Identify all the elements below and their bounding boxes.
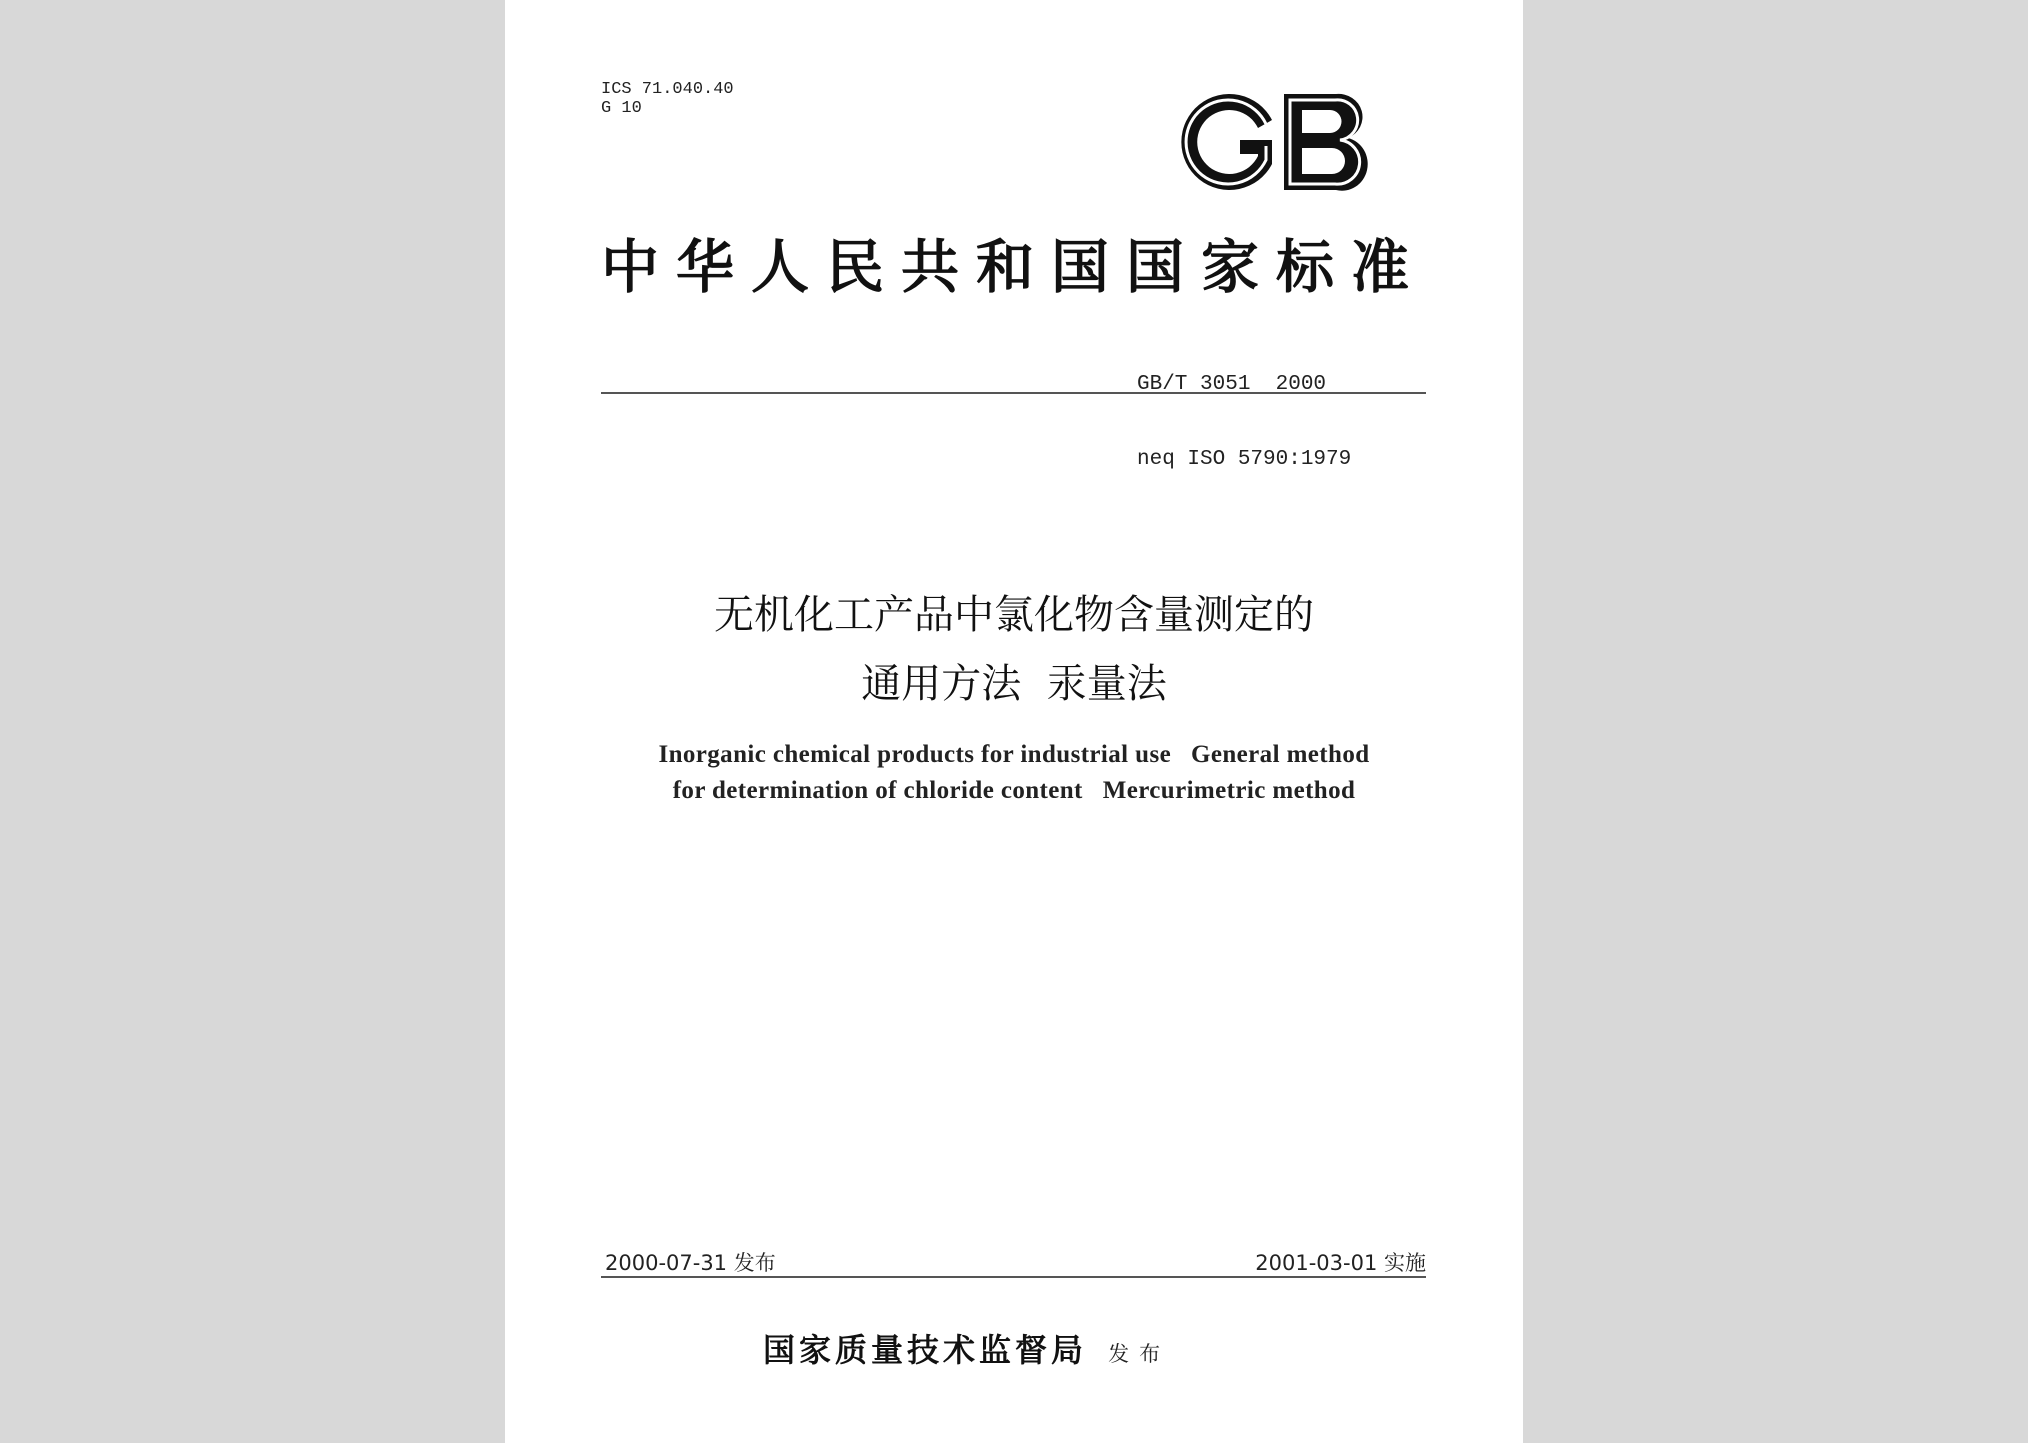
standard-number-block xyxy=(1137,322,1351,522)
ics-code: ICS 71.040.40 xyxy=(601,80,734,99)
english-title-line-1: Inorganic chemical products for industrial use General method xyxy=(658,741,1370,768)
footer-divider xyxy=(601,1276,1426,1278)
document-page xyxy=(505,0,1523,1443)
issuing-authority: 国家质量技术监督局 xyxy=(763,1331,1088,1369)
class-code: G 10 xyxy=(601,99,642,118)
english-title-line-2: for determination of chloride content Mercurimetric method xyxy=(672,777,1356,804)
header-divider xyxy=(601,392,1426,394)
effective-date: 2001-03-01 实施 xyxy=(1255,1251,1426,1275)
chinese-title-line-2: 通用方法 汞量法 xyxy=(861,661,1167,707)
classification-codes xyxy=(601,80,734,118)
issuer-line xyxy=(763,1325,1170,1371)
gb-logo xyxy=(1180,90,1370,194)
chinese-title-line-1: 无机化工产品中氯化物含量测定的 xyxy=(714,592,1314,638)
issue-action: 发布 xyxy=(1108,1342,1171,1366)
issue-date: 2000-07-31 发布 xyxy=(605,1251,776,1275)
standard-number: GB/T 3051 2000 xyxy=(1137,373,1327,396)
national-standard-title: 中华人民共和国国家标准 xyxy=(601,233,1427,301)
iso-equivalence: neq ISO 5790:1979 xyxy=(1137,448,1352,471)
